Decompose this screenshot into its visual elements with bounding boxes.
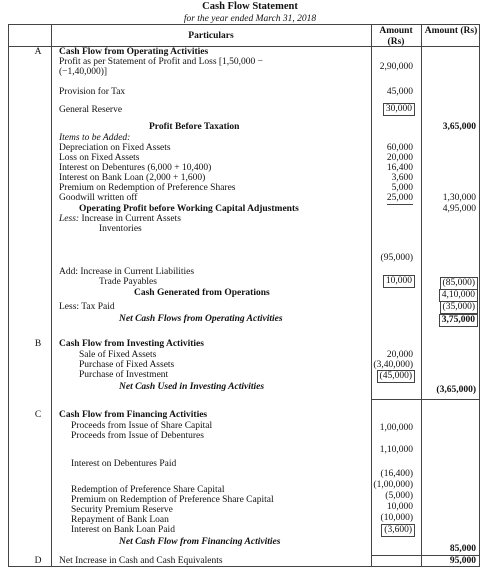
security-premium-label: Security Premium Reserve xyxy=(71,505,173,515)
net-increase-amount: 95,000 xyxy=(449,556,476,566)
issue-debentures-label: Proceeds from Issue of Debentures xyxy=(71,431,204,441)
purchase-investment-amount: (45,000) xyxy=(377,370,415,383)
interest-debentures-label: Interest on Debentures (6,000 + 10,400) xyxy=(59,163,212,173)
trade-payables-amount: 10,000 xyxy=(383,275,415,288)
purchase-fixed-assets-label: Purchase of Fixed Assets xyxy=(79,360,175,370)
items-added-label: Items to be Added: xyxy=(59,133,131,143)
sale-fixed-assets-amount: 20,000 xyxy=(386,350,413,360)
sale-fixed-assets-label: Sale of Fixed Assets xyxy=(79,350,157,360)
working-capital-total: (85,000) xyxy=(440,277,478,290)
tax-paid-amount: (35,000) xyxy=(440,301,478,314)
issue-debentures-amount: 1,10,000 xyxy=(379,445,413,455)
opwc-amount: 4,95,000 xyxy=(442,204,476,214)
section-label-a: A xyxy=(34,47,42,57)
redemption-pref-label: Redemption of Preference Share Capital xyxy=(71,485,225,495)
document-title: Cash Flow Statement xyxy=(202,1,298,12)
section-label-c: C xyxy=(34,410,42,420)
amount-header-2: Amount (Rs) xyxy=(424,26,478,36)
particulars-header: Particulars xyxy=(188,31,234,41)
general-reserve-amount: 30,000 xyxy=(383,103,415,116)
column-divider xyxy=(421,25,422,566)
interest-debentures-amount: 16,400 xyxy=(386,163,413,173)
net-investing-label: Net Cash Used in Investing Activities xyxy=(119,382,265,392)
goodwill-label: Goodwill written off xyxy=(59,193,138,203)
profit-amount: 2,90,000 xyxy=(379,62,413,72)
net-increase-label: Net Increase in Cash and Cash Equivalents xyxy=(59,556,223,566)
security-premium-amount: 10,000 xyxy=(386,502,413,512)
net-financing-label: Net Cash Flow from Financing Activities xyxy=(119,537,281,547)
cgo-label: Cash Generated from Operations xyxy=(134,288,270,298)
financing-activities-title: Cash Flow from Financing Activities xyxy=(59,410,208,420)
issue-share-capital-label: Proceeds from Issue of Share Capital xyxy=(71,421,213,431)
premium-redemption-pref-label: Premium on Redemption of Preference Share Capital xyxy=(71,495,274,505)
pbt-label: Profit Before Taxation xyxy=(149,122,240,132)
issue-share-capital-amount: 1,00,000 xyxy=(379,423,413,433)
investing-activities-title: Cash Flow from Investing Activities xyxy=(59,339,204,349)
section-label-d: D xyxy=(34,556,42,566)
column-divider xyxy=(51,25,52,566)
premium-redemption-pref-amount: (5,000) xyxy=(385,491,413,501)
tax-paid-label: Less: Tax Paid xyxy=(59,302,115,312)
net-operating-label: Net Cash Flows from Operating Activities xyxy=(119,314,283,324)
provision-tax-amount: 45,000 xyxy=(386,87,413,97)
general-reserve-label: General Reserve xyxy=(59,105,123,115)
interest-bank-loan-paid-amount: (3,600) xyxy=(381,524,415,537)
premium-redemption-amount: 5,000 xyxy=(391,183,413,193)
cgo-amount: 4,10,000 xyxy=(439,289,478,302)
repayment-bank-loan-amount: (10,000) xyxy=(380,513,413,523)
section-label-b: B xyxy=(34,339,42,349)
add-current-liabilities-label: Add: Increase in Current Liabilities xyxy=(59,267,195,277)
inventories-amount: (95,000) xyxy=(380,253,413,263)
depreciation-amount: 60,000 xyxy=(386,143,413,153)
net-operating-amount: 3,75,000 xyxy=(439,314,478,327)
purchase-fixed-assets-amount: (3,40,000) xyxy=(373,360,413,370)
interest-debentures-paid-amount: (16,400) xyxy=(380,469,413,479)
redemption-pref-amount: (1,00,000) xyxy=(373,480,413,490)
interest-bank-loan-paid-label: Interest on Bank Loan Paid xyxy=(71,525,175,535)
premium-redemption-label: Premium on Redemption of Preference Shares xyxy=(59,183,236,193)
loss-fixed-assets-label: Loss on Fixed Assets xyxy=(59,153,140,163)
less-current-assets-label: Less: Increase in Current Assets xyxy=(59,214,181,224)
net-financing-amount: 85,000 xyxy=(449,544,476,554)
cash-flow-table xyxy=(8,24,480,567)
interest-bank-loan-amount: 3,600 xyxy=(391,173,413,183)
interest-debentures-paid-label: Interest on Debentures Paid xyxy=(71,459,177,469)
interest-bank-loan-label: Interest on Bank Loan (2,000 + 1,600) xyxy=(59,173,206,183)
profit-label-cont: (−1,40,000)] xyxy=(59,67,108,77)
items-added-total: 1,30,000 xyxy=(442,193,476,203)
depreciation-label: Depreciation on Fixed Assets xyxy=(59,143,171,153)
loss-fixed-assets-amount: 20,000 xyxy=(386,153,413,163)
repayment-bank-loan-label: Repayment of Bank Loan xyxy=(71,515,169,525)
inventories-label: Inventories xyxy=(99,224,142,234)
goodwill-amount: 25,000 xyxy=(386,193,413,203)
amount-header-1: Amount (Rs) xyxy=(379,26,413,47)
pbt-amount: 3,65,000 xyxy=(442,122,476,132)
less-current-assets-text: Increase in Current Assets xyxy=(81,214,181,224)
purchase-investment-label: Purchase of Investment xyxy=(79,370,169,380)
column-divider xyxy=(371,25,372,566)
opwc-label: Operating Profit before Working Capital Adjustments xyxy=(79,204,299,214)
net-investing-amount: (3,65,000) xyxy=(436,385,476,395)
provision-tax-label: Provision for Tax xyxy=(59,87,126,97)
profit-label: Profit as per Statement of Profit and Loss [1,50,000 − xyxy=(59,57,264,67)
document-subtitle: for the year ended March 31, 2018 xyxy=(183,14,317,24)
operating-activities-title: Cash Flow from Operating Activities xyxy=(59,47,209,57)
trade-payables-label: Trade Payables xyxy=(99,277,157,287)
section-b-rule xyxy=(371,399,479,400)
